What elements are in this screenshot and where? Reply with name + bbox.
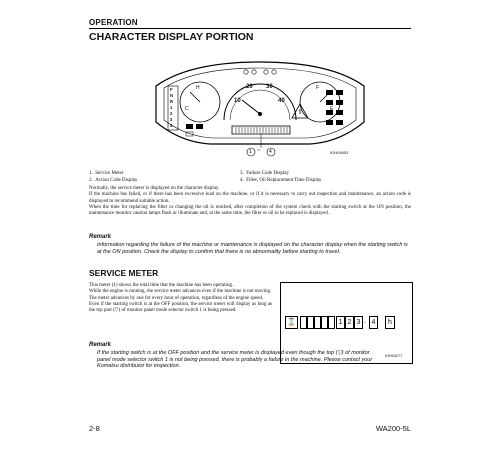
gear-indicator <box>170 87 173 129</box>
figure-code: 9JH04277 <box>385 354 403 358</box>
list-item-text: Action Code Display <box>95 178 138 183</box>
service-meter-p3: The meter advances by one for every hour of operation, regardless of the engine speed. <box>89 295 264 301</box>
callout-1: 1 <box>249 149 252 155</box>
remark-text: If the starting switch is at the OFF position and the service meter is displayed even though the top (▽) of monitor panel mode selector switch 1 is not being pressed, there is probably a failure in the machine. Please contact your Komatsu distributor for inspection. <box>97 350 373 369</box>
lcd-row <box>285 316 407 328</box>
list-item-text: Service Meter <box>95 171 124 176</box>
lcd-cell <box>307 316 314 329</box>
lcd-digit: 1 <box>336 316 345 329</box>
callout-separator: ~ <box>257 148 261 154</box>
fuel-mark-f: F <box>316 85 320 91</box>
section-label: OPERATION <box>89 18 138 27</box>
lcd-decimal: . <box>364 318 366 325</box>
lcd-unit: h <box>385 316 395 329</box>
list-item <box>89 170 239 177</box>
lcd-digit: 3 <box>354 316 363 329</box>
list-left <box>89 170 239 184</box>
list-item-num: 1. <box>89 171 93 176</box>
service-meter-text <box>89 283 272 314</box>
intro-text <box>89 186 411 217</box>
intro-p1: Normally, the service meter is displayed on the character display. <box>89 186 220 191</box>
list-item <box>240 177 410 184</box>
header-rule <box>89 28 411 29</box>
monitor-panel-figure <box>150 58 370 168</box>
gear-letter: 4 <box>170 123 173 128</box>
speed-mark: 10 <box>234 98 241 104</box>
gear-letter: N <box>170 93 174 98</box>
intro-p2: If the machine has failed, or if there has been excessive load on the machine, or if it is necessary to carry out inspection and maintenance, an action code is displayed to recommend suitable action. <box>89 192 411 204</box>
callout-4: 4 <box>269 149 272 155</box>
list-right <box>240 170 410 184</box>
gear-letter: 2 <box>170 111 173 116</box>
model-name: WA200-5L <box>375 424 411 433</box>
service-meter-p2: While the engine is running, the service meter advances even if the machine is not moving. <box>89 289 272 295</box>
list-item-text: Filter, Oil Replacement Time Display <box>246 178 322 183</box>
remark-heading: Remark <box>89 234 112 240</box>
gear-letter: 1 <box>170 105 173 110</box>
gear-letter: F <box>170 87 173 92</box>
speed-mark: 40 <box>278 98 285 104</box>
fuel-mark-e: E <box>330 106 334 112</box>
page-title: CHARACTER DISPLAY PORTION <box>89 31 254 43</box>
intro-p3: When the time for replacing the filter or changing the oil is reached, after completion of the system check with the starting switch at the ON position, the maintenance monitor caution lamps flash or illuminate and, at the same time, the filter or oil to be replaced is displayed. <box>89 204 411 217</box>
lcd-cell <box>321 316 328 329</box>
lcd-cell <box>328 316 335 329</box>
list-item-text: Failure Code Display <box>246 171 290 176</box>
lcd-cell <box>300 316 307 329</box>
list-item <box>89 177 239 184</box>
list-item <box>240 170 410 177</box>
lcd-cell <box>314 316 321 329</box>
lcd-digit: 4 <box>369 316 378 329</box>
service-meter-p4: Even if the starting switch is at the OFF position, the service meter will display as long as the top part (▽) of monitor panel mode selector switch 1 is being pressed. <box>89 301 272 314</box>
lcd-digit: 2 <box>345 316 354 329</box>
list-item-num: 4. <box>240 178 244 183</box>
gear-letter: R <box>170 99 174 104</box>
hourglass-icon: ⌛ <box>285 316 298 329</box>
remark-heading: Remark <box>89 342 112 348</box>
list-item-num: 3. <box>240 171 244 176</box>
figure-code: 9JH04603 <box>330 150 349 155</box>
remark-text: Information regarding the failure of the machine or maintenance is displayed on the character display when the starting switch is at the ON position. Check the display to confirm that there is no abnormality before starting to travel. <box>97 242 408 255</box>
section-heading-service-meter: SERVICE METER <box>89 268 159 278</box>
temp-mark-h: H <box>196 85 200 91</box>
list-item-num: 2. <box>89 178 93 183</box>
speed-mark: 30 <box>266 84 273 90</box>
temp-mark-c: C <box>185 106 189 112</box>
speed-mark: 20 <box>246 84 253 90</box>
page-number: 2-8 <box>89 424 100 433</box>
service-meter-p1: This meter (1) shows the total time that the machine has been operating. <box>89 283 234 288</box>
gear-letter: 3 <box>170 117 173 122</box>
